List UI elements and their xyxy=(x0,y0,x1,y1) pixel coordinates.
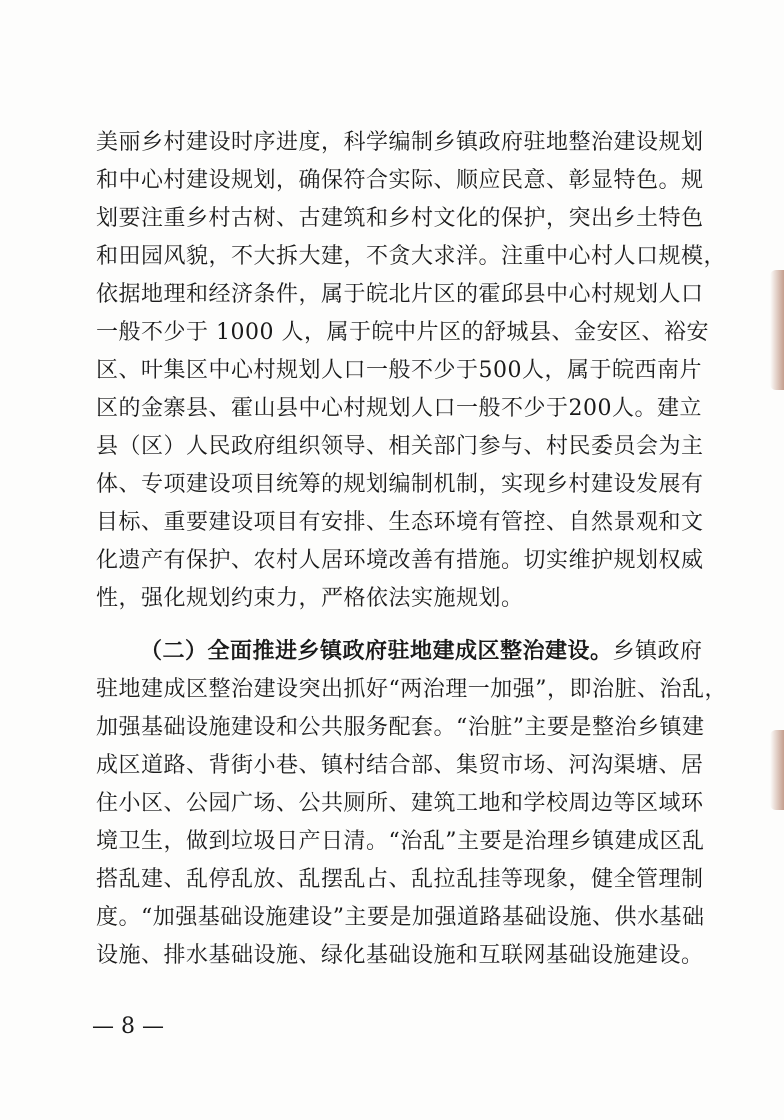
paragraph1-line: 美丽乡村建设时序进度，科学编制乡镇政府驻地整治建设规划 xyxy=(96,130,704,155)
scan-edge-mark-bottom xyxy=(770,730,784,810)
paragraph2-line: 成区道路、背街小巷、镇村结合部、集贸市场、河沟渠塘、居 xyxy=(96,753,704,778)
paragraph1-line: 和田园风貌，不大拆大建，不贪大求洋。注重中心村人口规模， xyxy=(96,244,727,269)
paragraph1-line: 划要注重乡村古树、古建筑和乡村文化的保护，突出乡土特色 xyxy=(96,206,704,231)
scan-edge-mark-top xyxy=(770,270,784,390)
paragraph1-line: 一般不少于 1000 人，属于皖中片区的舒城县、金安区、裕安 xyxy=(96,320,709,345)
paragraph2-line: 住小区、公园广场、公共厕所、建筑工地和学校周边等区域环 xyxy=(96,791,704,816)
paragraph1-line: 区的金寨县、霍山县中心村规划人口一般不少于200人。建立 xyxy=(96,396,702,421)
paragraph1-line: 目标、重要建设项目有安排、生态环境有管控、自然景观和文 xyxy=(96,510,704,535)
paragraph2-line: 搭乱建、乱停乱放、乱摆乱占、乱拉乱挂等现象，健全管理制 xyxy=(96,867,704,892)
paragraph1-line: 依据地理和经济条件，属于皖北片区的霍邱县中心村规划人口 xyxy=(96,282,704,307)
paragraph1-line: 和中心村建设规划，确保符合实际、顺应民意、彰显特色。规 xyxy=(96,168,704,193)
section-heading-continuation: 乡镇政府 xyxy=(612,639,703,664)
paragraph2-first-line xyxy=(140,634,703,670)
paragraph2-line: 境卫生，做到垃圾日产日清。“治乱”主要是治理乡镇建成区乱 xyxy=(96,829,705,854)
paragraph1-line: 性，强化规划约束力，严格依法实施规划。 xyxy=(96,586,524,611)
paragraph2-line: 驻地建成区整治建设突出抓好“两治理一加强”，即治脏、治乱， xyxy=(96,677,727,702)
paragraph2-line: 加强基础设施建设和公共服务配套。“治脏”主要是整治乡镇建 xyxy=(96,715,705,740)
page-number: — 8 — xyxy=(92,1014,164,1039)
section-heading: （二）全面推进乡镇政府驻地建成区整治建设。 xyxy=(140,639,613,664)
paragraph1-line: 区、叶集区中心村规划人口一般不少于500人，属于皖西南片 xyxy=(96,358,702,383)
paragraph1-line: 县（区）人民政府组织领导、相关部门参与、村民委员会为主 xyxy=(96,434,704,459)
paragraph2-line: 设施、排水基础设施、绿化基础设施和互联网基础设施建设。 xyxy=(96,943,704,968)
paragraph2-line: 度。“加强基础设施建设”主要是加强道路基础设施、供水基础 xyxy=(96,905,705,930)
paragraph1-line: 体、专项建设项目统筹的规划编制机制，实现乡村建设发展有 xyxy=(96,472,704,497)
paragraph1-line: 化遗产有保护、农村人居环境改善有措施。切实维护规划权威 xyxy=(96,548,704,573)
